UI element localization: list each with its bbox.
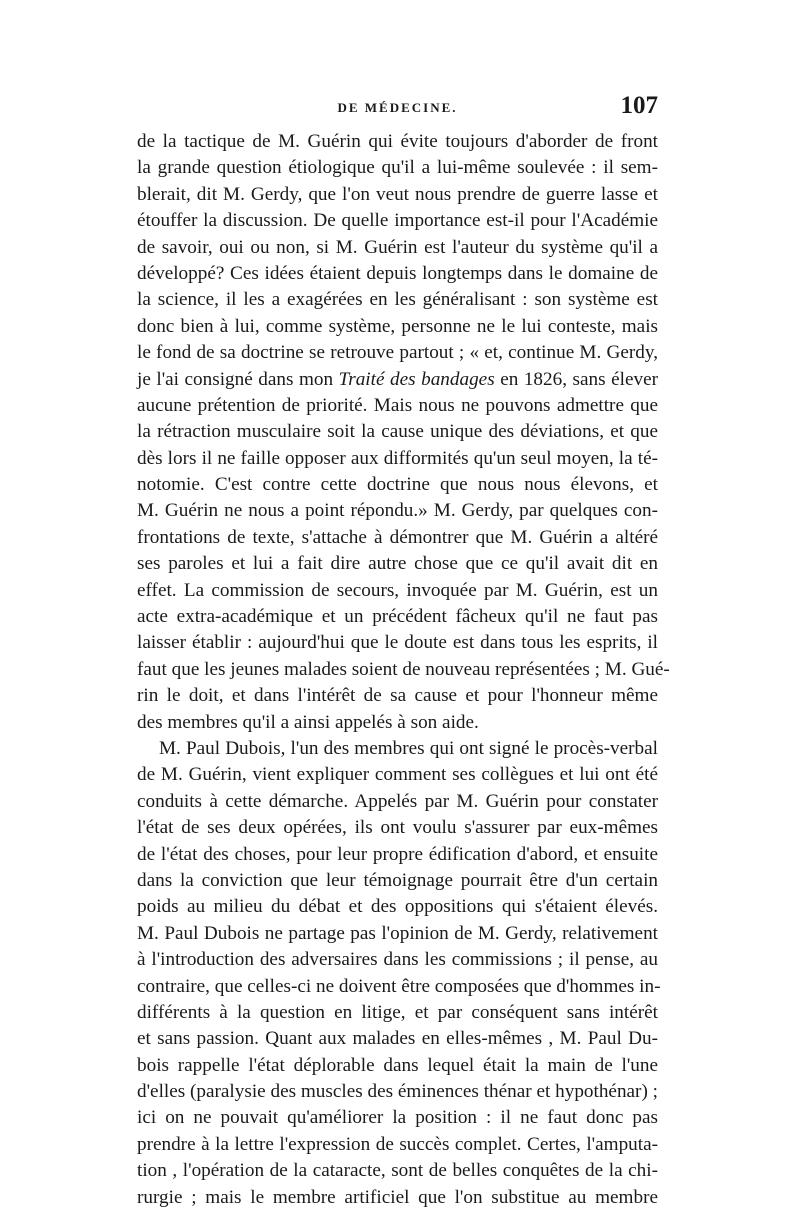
text-line: dès lors il ne faille opposer aux difformités qu'un seul moyen, la té- xyxy=(137,447,658,469)
text-line: blerait, dit M. Gerdy, que l'on veut nous prendre de guerre lasse et xyxy=(137,183,658,205)
text-line: différents à la question en litige, et par conséquent sans intérêt xyxy=(137,1001,658,1023)
text-line: de M. Guérin, vient expliquer comment ses collègues et lui ont été xyxy=(137,764,658,786)
text-line: rurgie ; mais le membre artificiel que l'on substitue au membre xyxy=(137,1186,658,1208)
text-line: M. Paul Dubois, l'un des membres qui ont signé le procès-verbal xyxy=(159,737,658,759)
text-line: ici on ne pouvait qu'améliorer la position : il ne faut donc pas xyxy=(137,1107,658,1129)
text-line: de la tactique de M. Guérin qui évite toujours d'aborder de front xyxy=(137,131,658,152)
text-line: développé? Ces idées étaient depuis longtemps dans le domaine de xyxy=(137,262,658,284)
text-line: la grande question étiologique qu'il a lui-même soulevée : il sem- xyxy=(137,157,658,179)
text-line: des membres qu'il a ainsi appelés à son aide. xyxy=(137,711,479,733)
running-title: DE MÉDECINE. xyxy=(337,100,458,115)
text-line: l'état de ses deux opérées, ils ont voulu s'assurer par eux-mêmes xyxy=(137,817,658,839)
text-line xyxy=(137,367,658,393)
text-line: de l'état des choses, pour leur propre édification d'abord, et ensuite xyxy=(137,843,658,865)
text-line: étouffer la discussion. De quelle importance est-il pour l'Académie xyxy=(137,210,658,232)
text-line: notomie. C'est contre cette doctrine que nous nous élevons, et xyxy=(137,474,658,496)
text-line: la science, il les a exagérées en les généralisant : son système est xyxy=(137,289,658,311)
text-line: dans la conviction que leur témoignage pourrait être d'un certain xyxy=(137,869,658,891)
text-line: contraire, que celles-ci ne doivent être composées que d'hommes in- xyxy=(137,975,661,997)
text-line: acte extra-académique et un précédent fâcheux qu'il ne faut pas xyxy=(137,606,658,628)
text-line: bois rappelle l'état déplorable dans lequel était la main de l'une xyxy=(137,1054,658,1076)
text-line: frontations de texte, s'attache à démontrer que M. Guérin a altéré xyxy=(137,526,658,548)
text-line: poids au milieu du débat et des oppositions qui s'étaient élevés. xyxy=(137,896,658,918)
text-line: donc bien à lui, comme système, personne ne le lui conteste, mais xyxy=(137,315,658,337)
text-line: d'elles (paralysie des muscles des éminences thénar et hypothénar) ; xyxy=(137,1081,658,1103)
page-number: 107 xyxy=(620,92,658,119)
text-line: M. Paul Dubois ne partage pas l'opinion de M. Gerdy, relativement xyxy=(137,922,658,944)
text-line: et sans passion. Quant aux malades en elles-mêmes , M. Paul Du- xyxy=(137,1028,658,1050)
text-line: ses paroles et lui a fait dire autre chose que ce qu'il avait dit en xyxy=(137,553,658,575)
italic-title: Traité des bandages xyxy=(338,368,495,390)
text-line: à l'introduction des adversaires dans les commissions ; il pense, au xyxy=(137,949,658,971)
running-head xyxy=(137,92,658,122)
text-line: prendre à la lettre l'expression de succès complet. Certes, l'amputa- xyxy=(137,1133,658,1155)
text-line: tion , l'opération de la cataracte, sont de belles conquêtes de la chi- xyxy=(137,1160,658,1182)
text-line: de savoir, oui ou non, si M. Guérin est l'auteur du système qu'il a xyxy=(137,236,658,258)
text-line: faut que les jeunes malades soient de nouveau représentées ; M. Gué- xyxy=(137,658,670,680)
text-line: rin le doit, et dans l'intérêt de sa cause et pour l'honneur même xyxy=(137,685,658,707)
text-run: je l'ai consigné dans mon xyxy=(137,368,339,390)
text-line: laisser établir : aujourd'hui que le doute est dans tous les esprits, il xyxy=(137,632,658,654)
text-line: effet. La commission de secours, invoquée par M. Guérin, est un xyxy=(137,579,658,601)
text-line: la rétraction musculaire soit la cause unique des déviations, et que xyxy=(137,421,658,443)
body-text xyxy=(137,129,670,1211)
text-run: en 1826, sans élever xyxy=(494,368,658,390)
text-line: conduits à cette démarche. Appelés par M. Guérin pour constater xyxy=(137,790,658,812)
text-line: M. Guérin ne nous a point répondu.» M. Gerdy, par quelques con- xyxy=(137,500,658,522)
text-line: le fond de sa doctrine se retrouve partout ; « et, continue M. Gerdy, xyxy=(137,342,658,364)
text-line: aucune prétention de priorité. Mais nous ne pouvons admettre que xyxy=(137,394,658,416)
